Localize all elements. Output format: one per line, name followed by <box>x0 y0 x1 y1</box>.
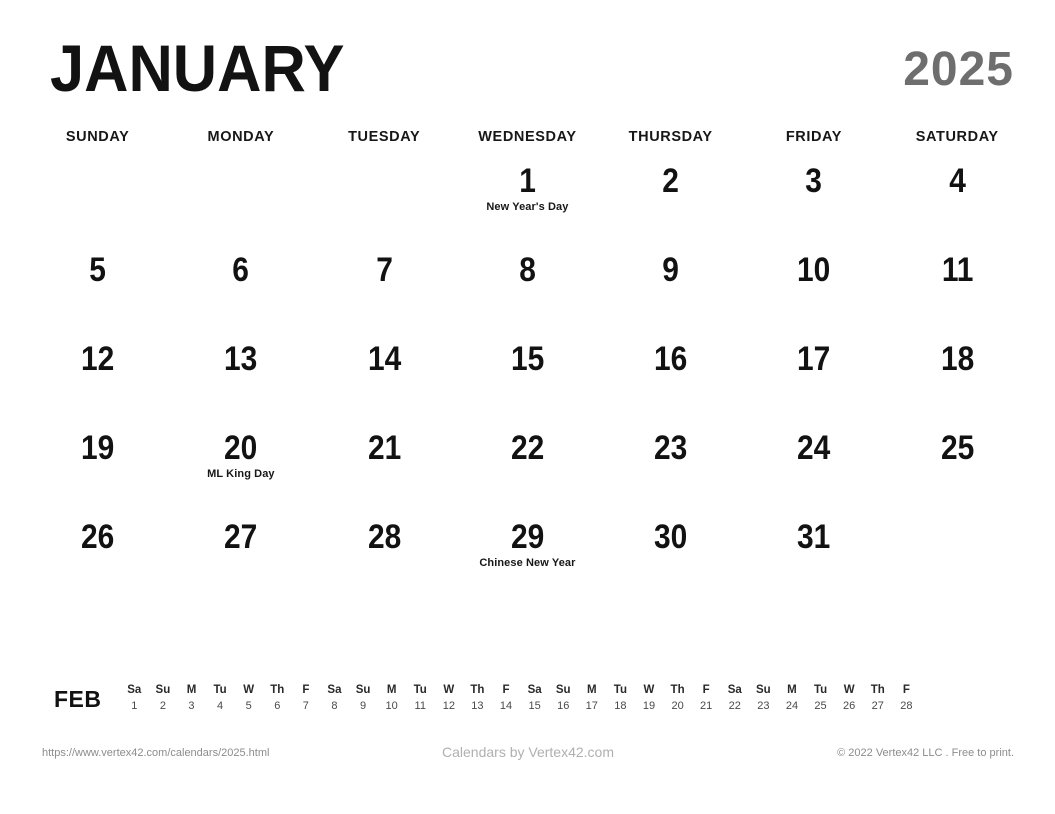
day-cell[interactable] <box>313 332 456 421</box>
mini-day[interactable] <box>406 682 435 714</box>
mini-day-dow: W <box>443 684 455 696</box>
mini-day-number: 28 <box>900 700 913 712</box>
day-cell[interactable] <box>26 421 169 510</box>
day-cell[interactable] <box>599 510 742 599</box>
mini-day-number: 20 <box>671 700 684 712</box>
mini-day-dow: W <box>243 684 255 696</box>
day-number: 28 <box>367 518 401 556</box>
week-row <box>26 154 1029 243</box>
day-cell[interactable] <box>886 243 1029 332</box>
day-cell[interactable] <box>456 332 599 421</box>
day-cell[interactable] <box>26 510 169 599</box>
day-cell[interactable] <box>169 510 312 599</box>
day-number: 27 <box>224 518 258 556</box>
week-row <box>26 510 1029 599</box>
week-row <box>26 243 1029 332</box>
mini-day-dow: Tu <box>213 684 227 696</box>
mini-day-dow: M <box>186 684 197 696</box>
day-cell[interactable] <box>313 243 456 332</box>
day-cell[interactable] <box>742 243 885 332</box>
day-cell[interactable] <box>886 421 1029 510</box>
month-title: JANUARY <box>50 31 345 105</box>
mini-day-number: 9 <box>359 700 367 712</box>
day-cell[interactable] <box>599 421 742 510</box>
day-number: 18 <box>940 340 974 378</box>
mini-day-dow: W <box>643 684 655 696</box>
mini-day-number: 11 <box>414 700 426 712</box>
day-note: ML King Day <box>207 468 275 480</box>
day-cell[interactable] <box>742 332 885 421</box>
mini-day-number: 7 <box>302 700 309 712</box>
mini-day-number: 14 <box>499 700 513 712</box>
day-cell[interactable] <box>26 154 169 243</box>
mini-day[interactable] <box>749 682 778 714</box>
mini-day-dow: Sa <box>327 684 342 696</box>
mini-day[interactable] <box>635 682 664 714</box>
day-cell[interactable] <box>313 510 456 599</box>
day-cell[interactable] <box>169 421 312 510</box>
day-cell[interactable] <box>742 510 885 599</box>
day-note: New Year's Day <box>486 201 569 213</box>
weekday-saturday: SATURDAY <box>915 129 999 145</box>
mini-day-number: 26 <box>843 700 856 712</box>
week-row <box>26 421 1029 510</box>
mini-day-number: 23 <box>757 700 770 712</box>
day-cell[interactable] <box>313 421 456 510</box>
mini-day[interactable] <box>806 682 835 714</box>
footer-copyright: © 2022 Vertex42 LLC . Free to print. <box>837 747 1014 759</box>
mini-day-number: 17 <box>585 700 598 712</box>
mini-day-number: 10 <box>385 700 398 712</box>
day-cell[interactable] <box>26 332 169 421</box>
mini-day[interactable] <box>492 682 521 714</box>
mini-day-number: 22 <box>728 700 741 712</box>
day-number: 8 <box>519 251 536 289</box>
day-cell[interactable] <box>599 332 742 421</box>
mini-day[interactable] <box>549 682 578 714</box>
weekday-header-row <box>26 126 1029 154</box>
mini-day-number: 5 <box>245 700 252 712</box>
mini-month-days <box>120 682 921 714</box>
mini-day-dow: F <box>302 684 310 696</box>
mini-day-dow: Th <box>470 684 485 696</box>
mini-day[interactable] <box>692 682 721 714</box>
day-note: Chinese New Year <box>479 557 576 569</box>
day-number: 14 <box>367 340 401 378</box>
mini-day[interactable] <box>892 682 921 714</box>
mini-day-number: 4 <box>217 700 224 712</box>
mini-day-dow: Su <box>555 684 571 696</box>
mini-day-number: 24 <box>785 700 799 712</box>
mini-day-number: 6 <box>274 700 281 712</box>
day-number: 6 <box>232 251 250 289</box>
mini-day-dow: Su <box>155 684 171 696</box>
day-cell[interactable] <box>169 154 312 243</box>
mini-day[interactable] <box>578 682 607 714</box>
week-row <box>26 332 1029 421</box>
day-cell[interactable] <box>456 154 599 243</box>
day-number: 30 <box>654 518 688 556</box>
day-number: 2 <box>662 162 680 200</box>
day-cell[interactable] <box>169 332 312 421</box>
mini-day-number: 3 <box>188 700 195 712</box>
day-cell[interactable] <box>26 243 169 332</box>
mini-day-dow: Th <box>270 684 285 696</box>
day-number: 3 <box>805 162 823 200</box>
mini-day-dow: Sa <box>727 684 742 696</box>
mini-month-strip <box>42 682 1014 728</box>
day-cell[interactable] <box>599 243 742 332</box>
day-number: 21 <box>367 429 401 467</box>
mini-day[interactable] <box>435 682 464 714</box>
day-number: 9 <box>662 251 680 289</box>
mini-day[interactable] <box>377 682 406 714</box>
mini-day[interactable] <box>320 682 349 714</box>
mini-day[interactable] <box>149 682 178 714</box>
weekday-sunday: SUNDAY <box>65 129 130 145</box>
mini-day-dow: F <box>902 684 910 696</box>
mini-day[interactable] <box>520 682 549 714</box>
day-number: 5 <box>89 251 106 289</box>
day-number: 24 <box>797 429 831 467</box>
mini-day-number: 21 <box>700 700 713 712</box>
mini-month-label: FEB <box>54 686 102 712</box>
day-number: 4 <box>948 162 966 200</box>
day-number: 22 <box>510 429 545 467</box>
mini-day-dow: M <box>386 684 397 696</box>
mini-day[interactable] <box>663 682 692 714</box>
mini-day-number: 27 <box>871 700 884 712</box>
mini-day-number: 12 <box>442 700 455 712</box>
mini-day-dow: Tu <box>413 684 427 696</box>
weekday-thursday: THURSDAY <box>628 129 713 145</box>
day-cell[interactable] <box>456 243 599 332</box>
mini-day[interactable] <box>234 682 263 714</box>
mini-day-number: 16 <box>557 700 570 712</box>
day-cell[interactable] <box>599 154 742 243</box>
year-title: 2025 <box>903 43 1014 96</box>
mini-day[interactable] <box>778 682 807 714</box>
mini-day-dow: M <box>587 684 597 696</box>
mini-day[interactable] <box>120 682 149 714</box>
day-cell[interactable] <box>456 510 599 599</box>
mini-day-number: 18 <box>614 700 627 712</box>
day-number: 20 <box>224 429 258 467</box>
mini-day-number: 8 <box>331 700 338 712</box>
mini-day-number: 2 <box>159 700 166 712</box>
mini-day-number: 15 <box>528 700 541 712</box>
mini-day-number: 1 <box>131 700 138 712</box>
mini-day[interactable] <box>263 682 292 714</box>
mini-day[interactable] <box>292 682 321 714</box>
mini-day-number: 25 <box>814 700 827 712</box>
calendar-header <box>42 28 1014 108</box>
day-number: 25 <box>940 429 974 467</box>
day-cell[interactable] <box>742 154 885 243</box>
day-cell[interactable] <box>742 421 885 510</box>
mini-day-dow: Su <box>756 684 771 696</box>
day-cell[interactable] <box>886 510 1029 599</box>
weekday-friday: FRIDAY <box>785 129 843 145</box>
mini-day[interactable] <box>835 682 864 714</box>
mini-day[interactable] <box>177 682 206 714</box>
day-number: 15 <box>510 340 545 378</box>
day-number: 13 <box>224 340 258 378</box>
day-number: 29 <box>510 518 545 556</box>
day-number: 17 <box>797 340 831 378</box>
mini-day-dow: F <box>702 684 710 696</box>
mini-day-dow: M <box>787 684 797 696</box>
mini-day[interactable] <box>720 682 749 714</box>
mini-day-dow: Tu <box>613 684 627 696</box>
mini-day[interactable] <box>349 682 378 714</box>
weekday-monday: MONDAY <box>207 129 275 145</box>
mini-day-number: 19 <box>642 700 656 712</box>
day-cell[interactable] <box>169 243 312 332</box>
day-number: 19 <box>80 429 115 467</box>
day-number: 10 <box>797 251 831 289</box>
mini-day-dow: F <box>502 684 510 696</box>
day-number: 26 <box>80 518 115 556</box>
mini-day-dow: Tu <box>813 684 828 696</box>
mini-day-dow: Th <box>870 684 885 696</box>
mini-day-dow: Sa <box>127 684 142 696</box>
weekday-tuesday: TUESDAY <box>348 129 421 145</box>
day-cell[interactable] <box>456 421 599 510</box>
mini-day-dow: Sa <box>527 684 542 696</box>
mini-day[interactable] <box>463 682 492 714</box>
day-number: 31 <box>797 518 831 556</box>
day-cell[interactable] <box>886 332 1029 421</box>
day-number: 7 <box>375 251 393 289</box>
day-number: 1 <box>519 162 536 200</box>
day-number: 11 <box>941 251 974 289</box>
mini-day-dow: Su <box>355 684 371 696</box>
footer-url[interactable]: https://www.vertex42.com/calendars/2025.html <box>42 747 270 759</box>
footer-credit: Calendars by Vertex42.com <box>442 744 614 760</box>
weekday-wednesday: WEDNESDAY <box>478 129 577 145</box>
mini-day[interactable] <box>206 682 235 714</box>
calendar-grid <box>26 126 1029 599</box>
mini-day-number: 13 <box>471 700 484 712</box>
day-cell[interactable] <box>313 154 456 243</box>
mini-day-dow: Th <box>670 684 685 696</box>
day-number: 16 <box>654 340 688 378</box>
day-cell[interactable] <box>886 154 1029 243</box>
day-number: 12 <box>80 340 115 378</box>
page-footer <box>42 745 1014 765</box>
mini-day[interactable] <box>606 682 635 714</box>
mini-day-dow: W <box>843 684 855 696</box>
day-number: 23 <box>654 429 688 467</box>
mini-day[interactable] <box>863 682 892 714</box>
